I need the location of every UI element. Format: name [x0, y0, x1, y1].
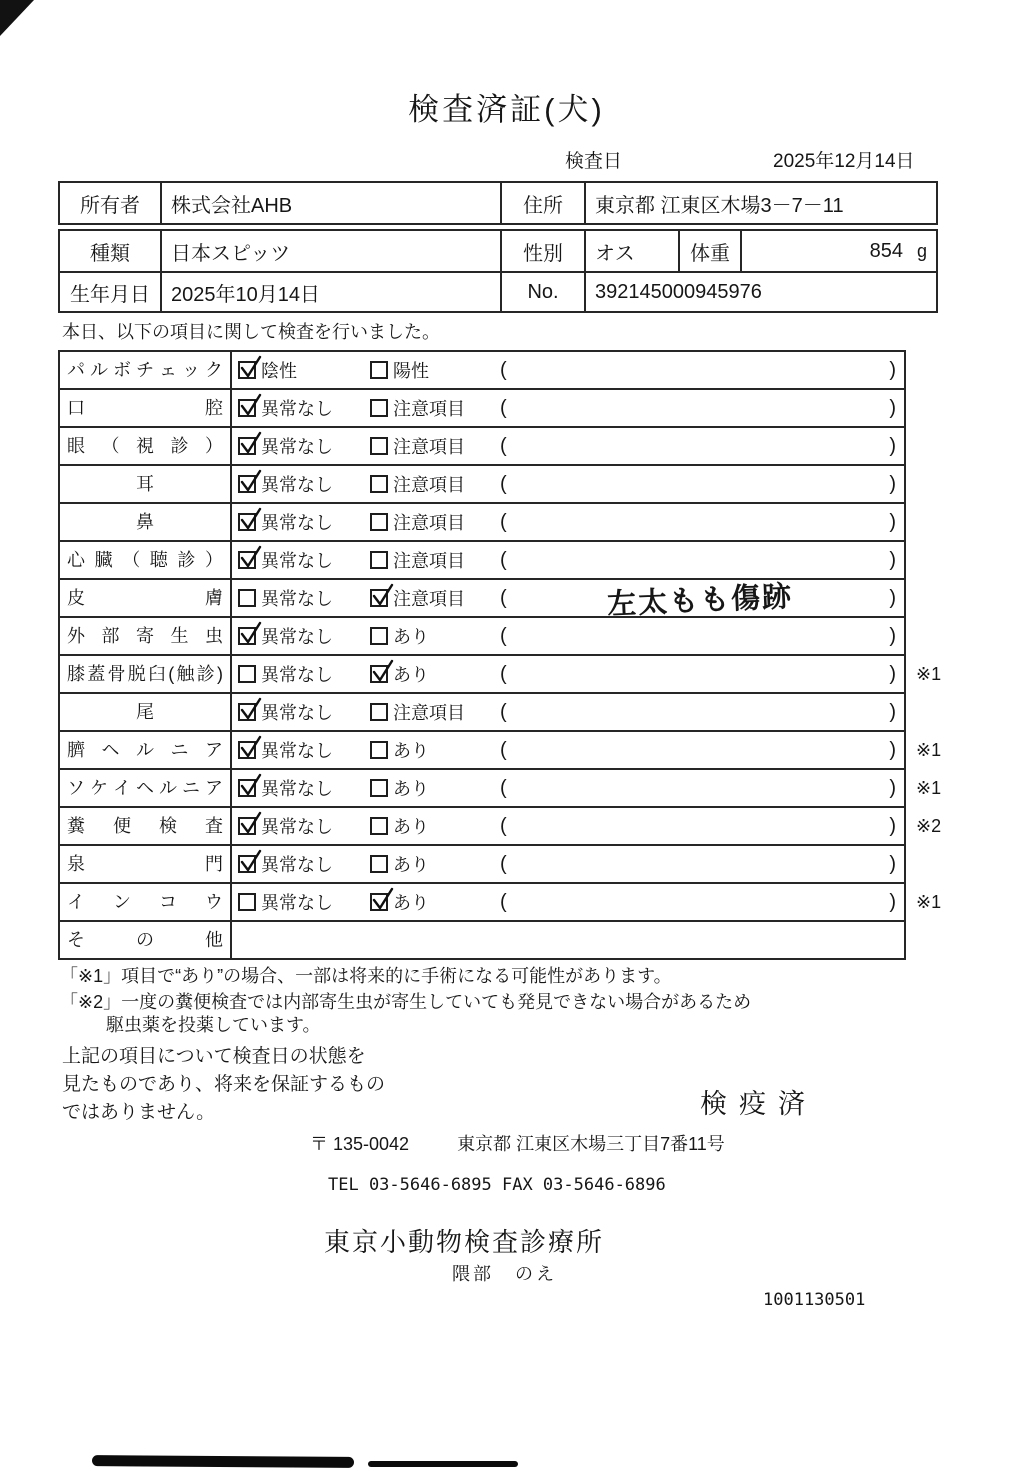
- footnote-2-cont: 駆虫薬を投薬しています。: [106, 1015, 321, 1035]
- checkbox-icon: [370, 437, 388, 455]
- checklist-row: [58, 390, 906, 428]
- item-label-cell: [60, 428, 232, 464]
- checkbox-icon: [370, 741, 388, 759]
- clinic-address-row: [310, 1130, 725, 1156]
- item-label-cell: [60, 466, 232, 502]
- clinic-postal-code: 〒 135-0042: [310, 1134, 410, 1154]
- item-options: [232, 884, 904, 920]
- option-1: [238, 390, 333, 426]
- item-label-cell: [60, 656, 232, 692]
- checkbox-icon: [238, 665, 256, 683]
- option-1: [238, 694, 333, 730]
- weight-unit: g: [916, 240, 927, 261]
- scan-bottom-artifact: [92, 1455, 354, 1468]
- checklist-row: [58, 428, 906, 466]
- item-label: イ ン コ ウ: [67, 892, 223, 912]
- info-row-2: [60, 271, 936, 311]
- scan-bottom-artifact: [368, 1461, 518, 1467]
- checkbox-icon: [238, 779, 256, 797]
- disclaimer-line-3: ではありません。: [62, 1102, 216, 1123]
- item-label-cell: [60, 732, 232, 768]
- info-table: [58, 229, 938, 313]
- option-2-label: 注意項目: [393, 475, 465, 495]
- no-label: No.: [500, 271, 584, 311]
- paren-close: ): [889, 434, 896, 457]
- option-2: [370, 618, 429, 654]
- option-1-label: 異常なし: [261, 855, 333, 875]
- option-2-label: あり: [393, 817, 429, 837]
- scan-corner-artifact: [0, 0, 34, 36]
- owner-row: [60, 183, 936, 223]
- option-1-label: 異常なし: [261, 893, 333, 913]
- address-label: 住所: [500, 183, 584, 223]
- item-label: 皮 膚: [67, 588, 223, 608]
- option-2-label: あり: [393, 893, 429, 913]
- checkbox-icon: [238, 703, 256, 721]
- option-1: [238, 428, 333, 464]
- breed-label: 種類: [90, 242, 130, 265]
- paren-close: ): [889, 586, 896, 609]
- checklist-row: [58, 504, 906, 542]
- option-2: [370, 846, 429, 882]
- paren-close: ): [889, 776, 896, 799]
- paren-close: ): [889, 548, 896, 571]
- checklist-table: [58, 350, 942, 960]
- item-label-cell: [60, 352, 232, 388]
- checklist-row: [58, 618, 906, 656]
- checkbox-icon: [370, 551, 388, 569]
- paren-close: ): [889, 700, 896, 723]
- item-label: ソ ケ イ ヘ ル ニ ア: [67, 778, 223, 798]
- option-1: [238, 542, 333, 578]
- option-1: [238, 770, 333, 806]
- paren-open: (: [500, 662, 507, 685]
- item-label-cell: [60, 808, 232, 844]
- item-label: 膝 蓋 骨 脱 臼 ( 触 診 ): [67, 664, 223, 684]
- info-row-1: [60, 231, 936, 271]
- paren-open: (: [500, 738, 507, 761]
- owner-value: 株式会社AHB: [160, 183, 500, 223]
- checklist-row: [58, 846, 906, 884]
- weight-value: 854: [869, 239, 903, 262]
- checklist-row: [58, 732, 942, 770]
- birthdate-label: 生年月日: [60, 271, 160, 311]
- weight-value-cell: [740, 231, 936, 271]
- option-1: [238, 884, 333, 920]
- document-code: 1001130501: [763, 1290, 866, 1310]
- paren-close: ): [889, 814, 896, 837]
- option-1: [238, 504, 333, 540]
- item-label: そ の 他: [67, 930, 223, 950]
- paren-open: (: [500, 548, 507, 571]
- item-label: 尾: [136, 702, 154, 722]
- checkbox-icon: [238, 627, 256, 645]
- item-label-cell: [60, 504, 232, 540]
- footnote-1: 「※1」項目で“あり”の場合、一部は将来的に手術になる可能性があります。: [60, 966, 672, 986]
- checkbox-icon: [238, 475, 256, 493]
- paren-close: ): [889, 890, 896, 913]
- option-1: [238, 808, 333, 844]
- item-options: [232, 542, 904, 578]
- item-options: [232, 732, 904, 768]
- item-label: 臍 ヘ ル ニ ア: [67, 740, 223, 760]
- item-label: 糞 便 検 査: [67, 816, 223, 836]
- option-2-label: 注意項目: [393, 551, 465, 571]
- checkbox-icon: [370, 665, 388, 683]
- checkbox-icon: [238, 361, 256, 379]
- item-label: 口 腔: [67, 398, 223, 418]
- checkbox-icon: [238, 589, 256, 607]
- footnote-mark: ※1: [916, 739, 942, 760]
- checkbox-icon: [238, 513, 256, 531]
- option-1-label: 異常なし: [261, 551, 333, 571]
- item-label-cell: [60, 694, 232, 730]
- item-label: パ ル ボ チ ェ ッ ク: [67, 360, 223, 380]
- clinic-name: 東京小動物検査診療所: [324, 1227, 605, 1257]
- option-1-label: 異常なし: [261, 627, 333, 647]
- option-1: [238, 618, 333, 654]
- no-value: 392145000945976: [584, 271, 936, 311]
- option-2: [370, 808, 429, 844]
- checkbox-icon: [370, 399, 388, 417]
- option-2-label: あり: [393, 779, 429, 799]
- option-1: [238, 656, 333, 692]
- checklist-row: [58, 656, 942, 694]
- item-options: [232, 846, 904, 882]
- item-options: [232, 618, 904, 654]
- option-2-label: あり: [393, 665, 429, 685]
- handwritten-note: [509, 876, 890, 929]
- item-options: [232, 466, 904, 502]
- item-label-cell: [60, 884, 232, 920]
- option-1: [238, 466, 333, 502]
- checkbox-icon: [370, 893, 388, 911]
- checkbox-icon: [370, 627, 388, 645]
- checkbox-icon: [238, 437, 256, 455]
- document-title: 検査済証(犬): [408, 92, 605, 127]
- item-options: [232, 694, 904, 730]
- paren-open: (: [500, 510, 507, 533]
- sex-label: 性別: [500, 231, 584, 271]
- item-options: [232, 578, 904, 621]
- paren-open: (: [500, 624, 507, 647]
- paren-open: (: [500, 396, 507, 419]
- option-1-label: 異常なし: [261, 741, 333, 761]
- footnote-mark: ※1: [916, 663, 942, 684]
- intro-text: 本日、以下の項目に関して検査を行いました。: [62, 322, 440, 342]
- paren-close: ): [889, 738, 896, 761]
- option-2-label: 注意項目: [393, 399, 465, 419]
- paren-open: (: [500, 890, 507, 913]
- item-options: [232, 428, 904, 464]
- paren-close: ): [889, 358, 896, 381]
- item-label: 外 部 寄 生 虫: [67, 626, 223, 646]
- option-1-label: 異常なし: [261, 399, 333, 419]
- paren-close: ): [889, 852, 896, 875]
- item-label: 泉 門: [67, 854, 223, 874]
- option-2: [370, 504, 465, 540]
- disclaimer-line-2: 見たものであり、将来を保証するもの: [62, 1074, 386, 1095]
- footnote-2: 「※2」一度の糞便検査では内部寄生虫が寄生していても発見できない場合があるため: [60, 992, 752, 1012]
- paren-open: (: [500, 814, 507, 837]
- paren-open: (: [500, 434, 507, 457]
- item-label-cell: [60, 922, 232, 958]
- paren-open: (: [500, 472, 507, 495]
- item-options: [232, 390, 904, 426]
- option-2: [370, 352, 429, 388]
- item-options: [232, 770, 904, 806]
- quarantine-stamp-text: 検疫済: [700, 1089, 817, 1119]
- item-label: 耳: [136, 474, 154, 494]
- option-2: [370, 770, 429, 806]
- item-options: [232, 504, 904, 540]
- option-2: [370, 542, 465, 578]
- option-2-label: あり: [393, 741, 429, 761]
- checkbox-icon: [370, 855, 388, 873]
- checkbox-icon: [238, 817, 256, 835]
- item-label-cell: [60, 580, 232, 616]
- clinic-address: 東京都 江東区木場三丁目7番11号: [457, 1134, 725, 1154]
- checkbox-icon: [238, 855, 256, 873]
- option-1-label: 陰性: [261, 361, 297, 381]
- item-options: [232, 656, 904, 692]
- address-value: 東京都 江東区木場3－7－11: [584, 183, 936, 223]
- item-label-cell: [60, 542, 232, 578]
- paren-close: ): [889, 624, 896, 647]
- disclaimer-text: [62, 1043, 385, 1127]
- checklist-row: [58, 808, 942, 846]
- option-2: [370, 656, 429, 692]
- option-1-label: 異常なし: [261, 703, 333, 723]
- option-1-label: 異常なし: [261, 589, 333, 609]
- checklist-row: [58, 922, 906, 960]
- option-1: [238, 580, 333, 616]
- item-label: 鼻: [136, 512, 154, 532]
- option-2: [370, 732, 429, 768]
- item-label-cell: [60, 390, 232, 426]
- paren-close: ): [889, 510, 896, 533]
- checkbox-icon: [370, 361, 388, 379]
- checkbox-icon: [370, 475, 388, 493]
- option-2-label: あり: [393, 627, 429, 647]
- option-1-label: 異常なし: [261, 475, 333, 495]
- option-1: [238, 846, 333, 882]
- checklist-row: [58, 694, 906, 732]
- option-1-label: 異常なし: [261, 437, 333, 457]
- paren-open: (: [500, 852, 507, 875]
- option-1: [238, 732, 333, 768]
- sex-value: オス: [584, 231, 678, 271]
- item-label-cell: [60, 846, 232, 882]
- checkbox-icon: [238, 551, 256, 569]
- owner-label: 所有者: [80, 194, 140, 217]
- handwritten-note: 左太もも傷跡: [606, 578, 794, 621]
- weight-label: 体重: [678, 231, 740, 271]
- checklist-row: [58, 466, 906, 504]
- checklist-row: [58, 352, 906, 390]
- checklist-row: [58, 578, 906, 621]
- footnote-mark: ※1: [916, 777, 942, 798]
- item-options: [232, 352, 904, 388]
- option-1-label: 異常なし: [261, 513, 333, 533]
- option-2: [370, 884, 429, 920]
- item-label-cell: [60, 618, 232, 654]
- item-options: [232, 922, 904, 958]
- footnote-mark: ※2: [916, 815, 942, 836]
- checkbox-icon: [370, 513, 388, 531]
- option-2-label: あり: [393, 855, 429, 875]
- option-1-label: 異常なし: [261, 665, 333, 685]
- disclaimer-line-1: 上記の項目について検査日の状態を: [62, 1046, 366, 1067]
- option-1: [238, 352, 297, 388]
- checkbox-icon: [370, 703, 388, 721]
- option-2-label: 注意項目: [393, 703, 465, 723]
- option-2: [370, 694, 465, 730]
- owner-table: [58, 181, 938, 225]
- paren-close: ): [889, 472, 896, 495]
- paren-open: (: [500, 358, 507, 381]
- paren-close: ): [889, 396, 896, 419]
- option-2-label: 注意項目: [393, 513, 465, 533]
- clinic-tel-fax: TEL 03-5646-6895 FAX 03-5646-6896: [328, 1175, 666, 1195]
- checkbox-icon: [370, 779, 388, 797]
- option-2: [370, 390, 465, 426]
- item-options: [232, 808, 904, 844]
- checkbox-icon: [238, 399, 256, 417]
- paren-open: (: [500, 586, 507, 609]
- checkbox-icon: [238, 741, 256, 759]
- birthdate-value: 2025年10月14日: [160, 271, 500, 311]
- item-label: 心 臓 （ 聴 診 ）: [67, 550, 223, 570]
- checkbox-icon: [370, 589, 388, 607]
- footnote-mark: ※1: [916, 891, 942, 912]
- checklist-row: [58, 770, 942, 808]
- option-2: [370, 428, 465, 464]
- paren-open: (: [500, 700, 507, 723]
- paren-close: ): [889, 662, 896, 685]
- option-2: [370, 466, 465, 502]
- veterinarian-name: 隈部 のえ: [452, 1264, 557, 1284]
- checkbox-icon: [238, 893, 256, 911]
- paren-open: (: [500, 776, 507, 799]
- option-2: [370, 580, 465, 616]
- inspection-date-label: 検査日: [565, 151, 623, 172]
- breed-value: 日本スピッツ: [160, 231, 500, 271]
- option-2-label: 注意項目: [393, 589, 465, 609]
- option-2-label: 陽性: [393, 361, 429, 381]
- option-1-label: 異常なし: [261, 779, 333, 799]
- item-label: 眼 （ 視 診 ）: [67, 436, 223, 456]
- inspection-date-value: 2025年12月14日: [773, 151, 915, 172]
- checkbox-icon: [370, 817, 388, 835]
- option-1-label: 異常なし: [261, 817, 333, 837]
- checklist-row: [58, 884, 942, 922]
- item-label-cell: [60, 770, 232, 806]
- option-2-label: 注意項目: [393, 437, 465, 457]
